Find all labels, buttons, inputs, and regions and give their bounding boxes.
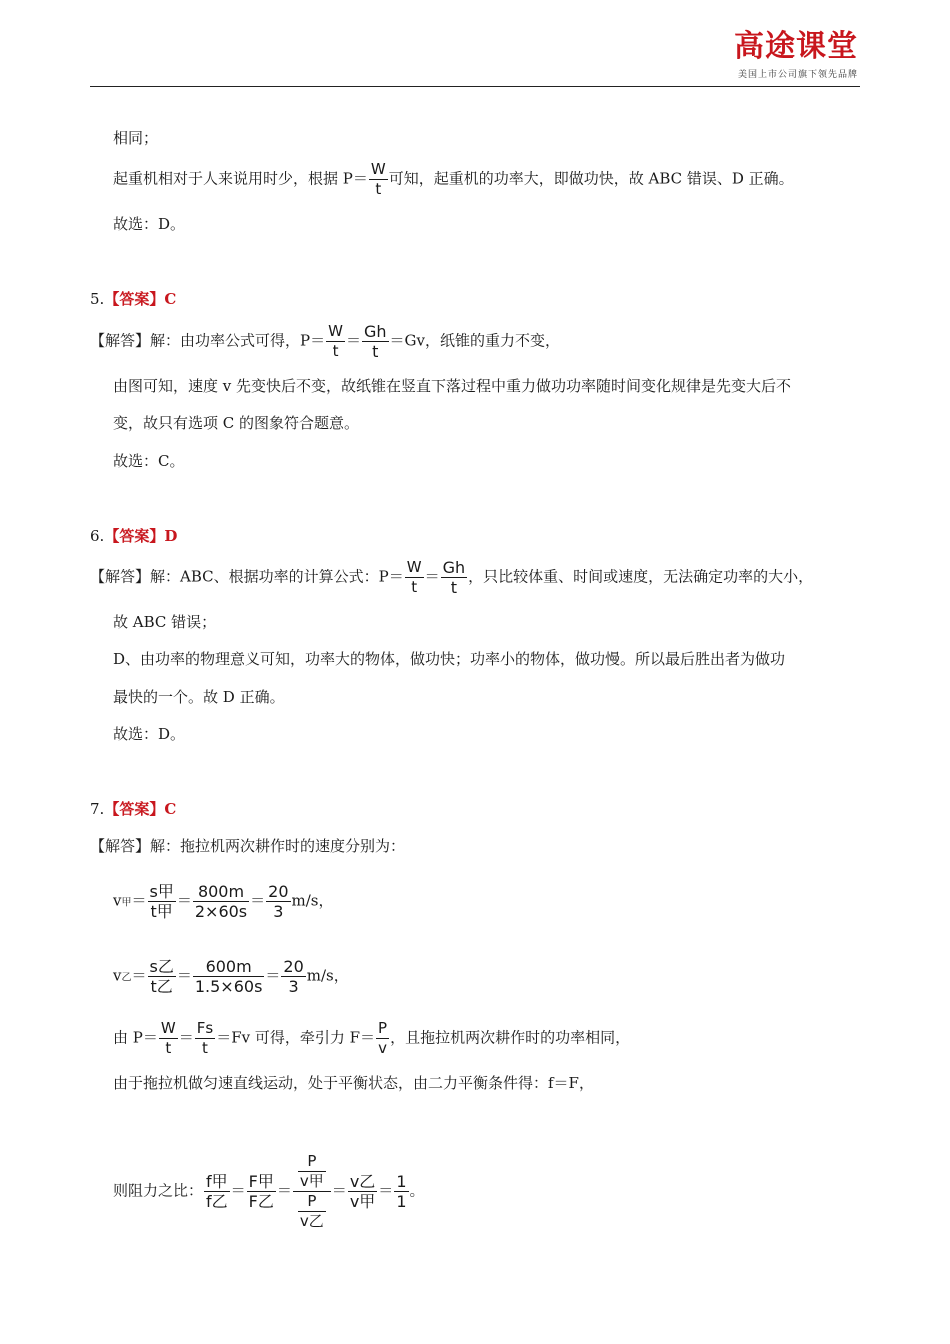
q5-line2: 由图可知，速度 v 先变快后不变，故纸锥在竖直下落过程中重力做功功率随时间变化规律是先变大后不	[113, 377, 792, 395]
q6-line3: D、由功率的物理意义可知，功率大的物体，做功快；功率小的物体，做功慢。所以最后胜出者为做功	[113, 650, 786, 668]
q5-choice: 故选：C。	[113, 452, 185, 470]
q6-solution: 【解答】解：ABC、根据功率的计算公式：P＝ $\frac{W}{t}$ ＝ $\frac{Gh}{t}$ ，只比较体重、时间或速度，无法确定功率的大小，	[90, 558, 814, 597]
q6-line4: 最快的一个。故 D 正确。	[113, 688, 285, 706]
q7-ratio-equation: 则阻力之比： $\frac{\text{f甲}}{\text{f乙}}$ ＝ $\frac{\text{F甲}}{\text{F乙}}$ ＝ $\frac{\frac{P}{\text{v甲}}}{\frac{P}{\text{v乙}}}$ ＝ $\frac{\text{v乙}}{\text{v甲}}$ ＝ $\frac{1}{1}$ 。	[113, 1152, 425, 1230]
q7-balance-line: 由于拖拉机做匀速直线运动，处于平衡状态，由二力平衡条件得：f＝F，	[113, 1074, 594, 1092]
q4-choice: 故选：D。	[113, 215, 186, 233]
q7-traction-equation: 由 P＝ $\frac{W}{t}$ ＝ $\frac{Fs}{t}$ ＝Fv 可得，牵引力 F＝ $\frac{P}{v}$ ，且拖拉机两次耕作时的功率相同，	[113, 1019, 631, 1057]
fraction-w-over-t: $\frac{W}{t}$	[370, 160, 386, 198]
q7-solution-intro: 【解答】解：拖拉机两次耕作时的速度分别为：	[90, 837, 406, 855]
answer-tag: 【答案】C	[104, 290, 177, 308]
header-divider	[90, 86, 860, 87]
brand-logo	[734, 30, 858, 80]
q5-answer-heading: 5.【答案】C	[90, 290, 177, 308]
q6-choice: 故选：D。	[113, 725, 186, 743]
fraction-w-over-t: $\frac{W}{t}$	[328, 322, 343, 360]
q4-line2: 起重机相对于人来说用时少，根据 P＝ $\frac{W}{t}$ 可知，起重机的功率大，即做功快，故 ABC 错误、D 正确。	[113, 160, 794, 198]
answer-tag: 【答案】D	[104, 527, 178, 545]
q5-line3: 变，故只有选项 C 的图象符合题意。	[113, 414, 360, 432]
q6-answer-heading: 6.【答案】D	[90, 527, 178, 545]
q6-line2: 故 ABC 错误；	[113, 613, 217, 631]
fraction-gh-over-t: $\frac{Gh}{t}$	[363, 322, 387, 361]
fraction-gh-over-t: $\frac{Gh}{t}$	[442, 558, 466, 597]
logo-tagline: 美国上市公司旗下领先品牌	[737, 70, 858, 80]
q7-v-yi-equation: v乙＝ $\frac{\text{s乙}}{\text{t乙}}$ ＝ $\frac{600m}{1.5\times 60s}$ ＝ $\frac{20}{3}$ m/s，	[113, 957, 349, 996]
q7-v-jia-equation: v甲＝ $\frac{\text{s甲}}{\text{t甲}}$ ＝ $\frac{800m}{2\times 60s}$ ＝ $\frac{20}{3}$ m/s，	[113, 882, 334, 921]
q7-answer-heading: 7.【答案】C	[90, 800, 177, 818]
compound-fraction: $\frac{\frac{P}{\text{v甲}}}{\frac{P}{\text{v乙}}}$	[293, 1152, 331, 1231]
logo-text: 高途课堂	[734, 29, 858, 64]
answer-tag: 【答案】C	[104, 800, 177, 818]
q4-line1: 相同；	[113, 129, 159, 147]
q5-solution: 【解答】解：由功率公式可得，P＝ $\frac{W}{t}$ ＝ $\frac{Gh}{t}$ ＝Gv，纸锥的重力不变，	[90, 322, 560, 361]
fraction-w-over-t: $\frac{W}{t}$	[406, 558, 422, 596]
